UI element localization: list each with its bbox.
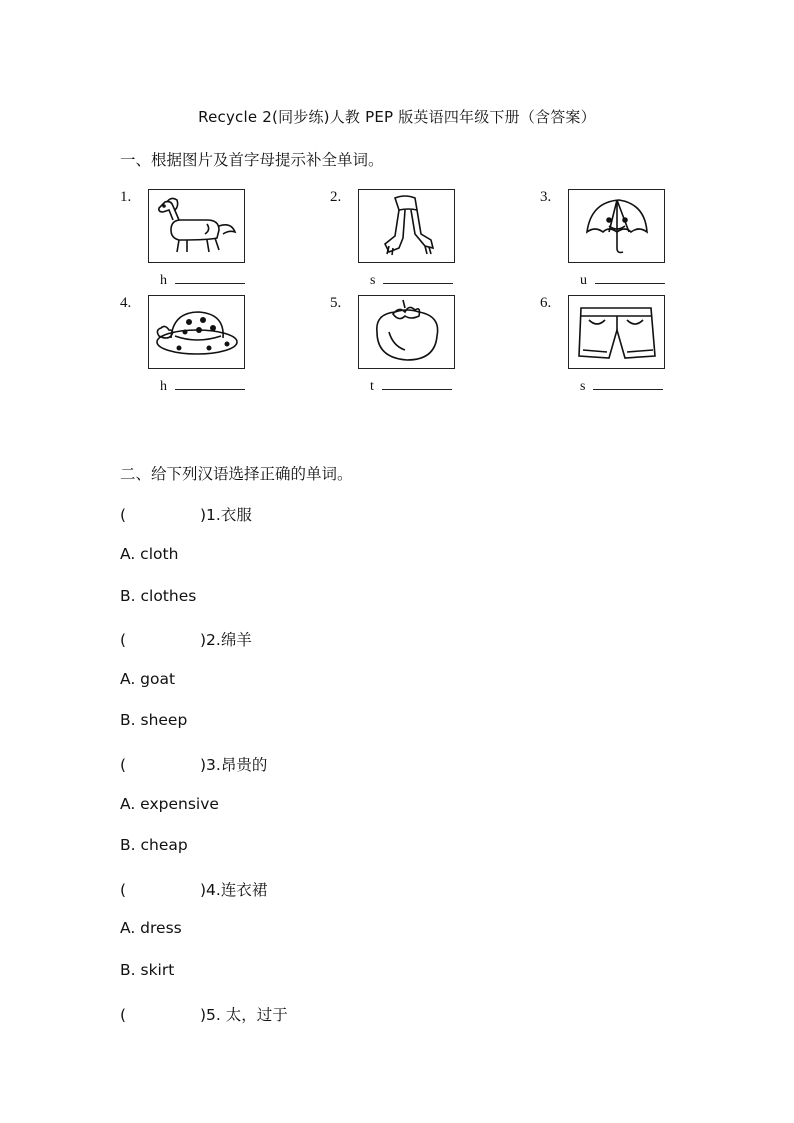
item-number: 2. [330,189,342,205]
question-stem: )4.连衣裙 [200,881,268,899]
option-b: B. sheep [120,711,188,729]
page-title: Recycle 2(同步练)人教 PEP 版英语四年级下册（含答案） [198,108,596,126]
item-number: 6. [540,295,552,311]
item-number: 5. [330,295,342,311]
question-stem: )5. 太，过于 [200,1006,288,1024]
shorts-icon [568,295,665,369]
answer-bracket[interactable]: ( [120,631,127,649]
scarf-icon [358,189,455,263]
question-4 [120,878,267,900]
grid-item-5 [330,289,530,394]
answer-blank[interactable]: t [370,377,452,395]
answer-blank[interactable]: s [370,271,453,289]
option-a: A. goat [120,670,176,688]
answer-blank[interactable]: h [160,377,245,395]
section1-heading: 一、根据图片及首字母提示补全单词。 [120,151,384,169]
option-b: B. cheap [120,836,188,854]
option-a: A. dress [120,919,182,937]
item-number: 1. [120,189,132,205]
grid-item-4 [120,289,320,394]
item-number: 4. [120,295,132,311]
answer-bracket[interactable]: ( [120,881,127,899]
option-b: B. clothes [120,587,197,605]
question-stem: )2.绵羊 [200,631,252,649]
item-number: 3. [540,189,552,205]
tomato-icon [358,295,455,369]
grid-item-6 [540,289,740,394]
question-3 [120,753,267,775]
hat-icon [148,295,245,369]
answer-blank[interactable]: u [580,271,665,289]
horse-icon [148,189,245,263]
grid-item-1 [120,183,320,288]
question-stem: )3.昂贵的 [200,756,268,774]
option-a: A. cloth [120,545,179,563]
grid-item-3 [540,183,740,288]
answer-blank[interactable]: s [580,377,663,395]
grid-item-2 [330,183,530,288]
section2-heading: 二、给下列汉语选择正确的单词。 [120,465,353,483]
answer-bracket[interactable]: ( [120,756,127,774]
question-1 [120,503,252,525]
question-stem: )1.衣服 [200,506,252,524]
option-a: A. expensive [120,795,219,813]
answer-bracket[interactable]: ( [120,1006,127,1024]
picture-grid [120,183,680,403]
answer-bracket[interactable]: ( [120,506,127,524]
option-b: B. skirt [120,961,175,979]
umbrella-icon [568,189,665,263]
question-5 [120,1003,288,1025]
answer-blank[interactable]: h [160,271,245,289]
question-2 [120,628,252,650]
